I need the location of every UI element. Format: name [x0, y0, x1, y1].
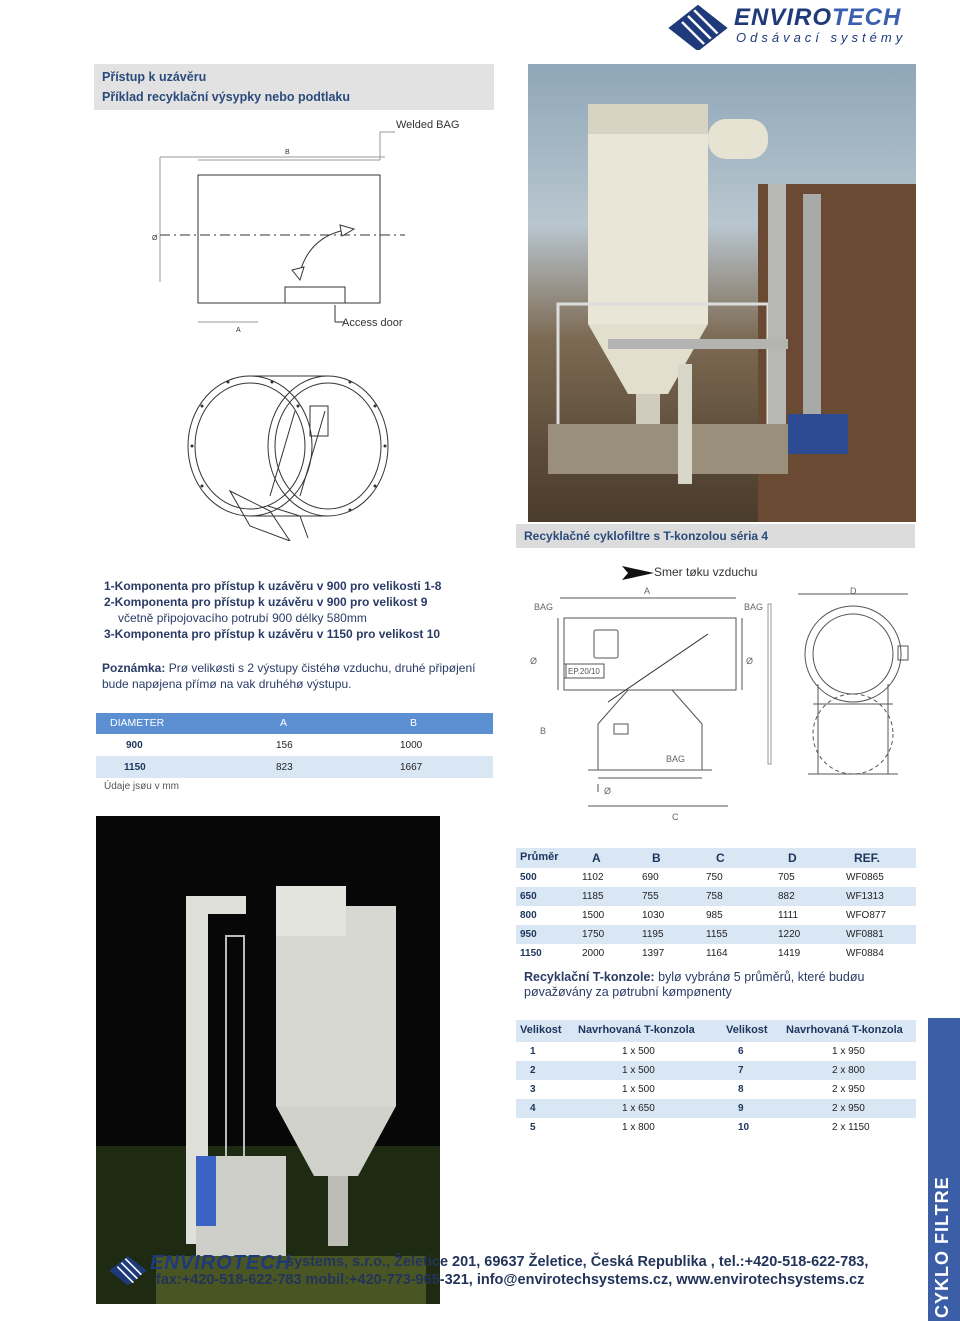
recyc-text2: pøvažøvány za pøtrubní kømpønenty [524, 985, 732, 999]
bag-left-label: BAG [534, 602, 554, 612]
dims-h-c: C [716, 851, 725, 865]
access-door-label: Access door [342, 317, 403, 329]
flow-label: Smer tøku vzduchu [654, 565, 758, 579]
size-table-cell: 2 x 1150 [832, 1122, 870, 1133]
size-rows [516, 1042, 916, 1137]
component-2: 2-Komponenta pro přístup k uzávěru v 900 pro velikost 9 [104, 595, 428, 609]
diameter-cell: 900 [126, 740, 143, 751]
dims-table-cell: 1419 [778, 948, 801, 959]
header-line1: Přístup k uzávěru [102, 70, 207, 84]
component-list [104, 578, 524, 642]
dims-table-cell: 2000 [582, 948, 605, 959]
component-3: 3-Komponenta pro přístup k uzávěru v 1150 pro velikost 10 [104, 627, 441, 641]
diameter-table [96, 713, 493, 792]
footer-logo-icon [108, 1252, 148, 1288]
size-table-cell: 5 [530, 1122, 536, 1133]
dims-table-cell: 800 [520, 910, 537, 921]
unit-note: Údaje jsøu v mm [104, 781, 180, 792]
recyc-note [524, 970, 914, 1000]
dims-table-cell: 650 [520, 891, 537, 902]
recyc-label: Recyklační T-konzole: [524, 970, 655, 984]
size-table-cell: 1 [530, 1046, 536, 1057]
diameter-header-row [96, 713, 493, 734]
dims-table-cell: 690 [642, 872, 659, 883]
footer-line1: systems, s.r.o., Želetice 201, 69637 Želetice, Česká Republika , tel.:+420-518-622-783, [286, 1254, 869, 1270]
dims-h-d: D [788, 851, 797, 865]
dims-table-cell: WFO877 [846, 910, 887, 921]
dims-rows [516, 868, 916, 963]
size-table-cell: 2 x 800 [832, 1065, 865, 1076]
diameter-h-a: A [280, 717, 288, 729]
size-table-cell: 1 x 650 [622, 1103, 655, 1114]
photo-caption: Recyklačné cyklofiltre s T-konzolou séria 4 [524, 529, 769, 543]
side-label: CYKLO FILTRE [932, 1176, 952, 1318]
dims-table-cell: 1220 [778, 929, 801, 940]
dim-b-label: B [285, 149, 290, 156]
dim-a-label: A [236, 327, 241, 332]
size-table-cell: 6 [738, 1046, 744, 1057]
size-table-cell: 7 [738, 1065, 744, 1076]
size-table-row [516, 1061, 916, 1080]
size-table-cell: 1 x 500 [622, 1065, 655, 1076]
dims-table-row [516, 925, 916, 944]
flange-drawing [180, 366, 410, 541]
dims-table-cell: 1155 [706, 929, 728, 940]
dims-h-ref: REF. [854, 851, 881, 865]
flow-arrow-icon [622, 566, 654, 580]
size-h-velikost-2: Velikost [726, 1024, 768, 1036]
envirotech-logo-icon [668, 4, 728, 50]
note-label: Poznámka: [102, 661, 166, 675]
size-table-row [516, 1099, 916, 1118]
diameter-h-diameter: DIAMETER [110, 717, 165, 729]
dims-table-cell: 758 [706, 891, 723, 902]
footer [108, 1252, 918, 1292]
size-table-cell: 2 x 950 [832, 1084, 865, 1095]
component-1: 1-Komponenta pro přístup k uzávěru v 900 pro velikosti 1-8 [104, 579, 442, 593]
size-table-cell: 8 [738, 1084, 744, 1095]
dims-table-cell: 1111 [778, 910, 799, 921]
dims-table-cell: WF1313 [846, 891, 884, 902]
logo-brand-a: ENVIRO [734, 4, 833, 31]
size-table-row [516, 1080, 916, 1099]
dims-table-cell: 1750 [582, 929, 605, 940]
dims-table-cell: WF0865 [846, 872, 884, 883]
access-door-drawing [140, 112, 470, 332]
diameter-row-2 [96, 756, 493, 778]
size-table-row [516, 1042, 916, 1061]
bag-right-label: BAG [744, 602, 764, 612]
flow-direction [622, 564, 822, 582]
size-table-cell: 9 [738, 1103, 744, 1114]
side-band [928, 1018, 960, 1321]
dims-table-cell: 1195 [642, 929, 664, 940]
dims-table-row [516, 906, 916, 925]
dims-table-cell: 1397 [642, 948, 665, 959]
size-table [516, 1020, 916, 1137]
dim-b-label-2: B [540, 726, 547, 736]
dims-table-cell: 750 [706, 872, 723, 883]
size-table-cell: 10 [738, 1122, 750, 1133]
dims-table-cell: 1150 [520, 948, 542, 959]
note-block [102, 660, 522, 692]
dims-table-cell: WF0884 [846, 948, 884, 959]
note-text2: bude napøjena přímø na vak druhéhø výstupu. [102, 677, 352, 691]
size-table-row [516, 1118, 916, 1137]
size-h-konzola-1: Navrhovaná T-konzola [578, 1024, 695, 1036]
header-logo [668, 4, 958, 50]
cyclone-photo-white [96, 816, 440, 1304]
footer-brand: ENVIROTECH [150, 1252, 292, 1274]
footer-line2: fax:+420-518-622-783 mobil:+420-773-965-321, info@envirotechsystems.cz, www.envirotechsystems.cz [156, 1272, 865, 1288]
phi-label-2: Ø [746, 656, 754, 666]
component-2-detail: včetně připojovacího potrubí 900 délky 580mm [118, 611, 367, 625]
dims-table-cell: 1102 [582, 872, 604, 883]
welded-bag-label: Welded BAG [396, 119, 460, 131]
ep-label: EP.20/10 [568, 667, 600, 676]
dims-h-prumer: Průměr [520, 851, 559, 863]
size-table-cell: 2 x 950 [832, 1103, 865, 1114]
dim-c-label: C [672, 812, 679, 822]
logo-brand-b: TECH [832, 4, 902, 31]
dim-a-label-2: A [644, 586, 651, 596]
phi-label-1: Ø [530, 656, 538, 666]
diameter-h-b: B [410, 717, 418, 729]
diameter-cell: 1150 [124, 762, 146, 773]
diameter-row-1 [96, 734, 493, 756]
t-console-drawing [528, 584, 918, 824]
dims-table-row [516, 944, 916, 963]
logo-tagline: Odsávací systémy [736, 30, 907, 45]
recyc-text1: bylø vybránø 5 průměrů, které budøu [654, 970, 865, 984]
note-text1: Prø velikøsti s 2 výstupy čistéhø vzduchu, druhé připøjení [168, 661, 476, 675]
size-table-cell: 3 [530, 1084, 536, 1095]
bag-bottom-label: BAG [666, 754, 686, 764]
dims-table-row [516, 887, 916, 906]
dims-h-b: B [652, 851, 661, 865]
cyclone-photo-outdoor [528, 64, 916, 522]
size-table-cell: 1 x 800 [622, 1122, 655, 1133]
dims-table-cell: 1185 [582, 891, 604, 902]
size-header-row [516, 1020, 916, 1042]
dims-table-cell: 705 [778, 872, 795, 883]
phi-label-3: Ø [604, 786, 612, 796]
header-line2: Příklad recyklační výsypky nebo podtlaku [102, 90, 351, 104]
dim-phi-label: Ø [152, 235, 158, 242]
dims-table-cell: WF0881 [846, 929, 884, 940]
size-h-velikost-1: Velikost [520, 1024, 562, 1036]
dims-table-cell: 950 [520, 929, 537, 940]
side-band-corner-icon [928, 1018, 960, 1038]
size-table-cell: 2 [530, 1065, 536, 1076]
diameter-cell: 823 [276, 762, 293, 773]
dims-table-cell: 882 [778, 891, 795, 902]
dims-table-cell: 1030 [642, 910, 665, 921]
size-table-cell: 1 x 500 [622, 1084, 655, 1095]
size-table-cell: 4 [530, 1103, 536, 1114]
size-table-cell: 1 x 950 [832, 1046, 865, 1057]
size-table-cell: 1 x 500 [622, 1046, 655, 1057]
dim-d-label: D [850, 586, 857, 596]
size-h-konzola-2: Navrhovaná T-konzola [786, 1024, 903, 1036]
dims-table-cell: 1164 [706, 948, 728, 959]
photo-caption-bar [516, 524, 915, 548]
diameter-cell: 156 [276, 740, 293, 751]
header-title-box [94, 64, 494, 110]
dims-table-cell: 500 [520, 872, 537, 883]
dims-table-row [516, 868, 916, 887]
dims-table [516, 848, 916, 963]
dims-h-a: A [592, 851, 601, 865]
dims-table-cell: 985 [706, 910, 723, 921]
dims-table-cell: 1500 [582, 910, 605, 921]
diameter-cell: 1000 [400, 740, 423, 751]
dims-table-cell: 755 [642, 891, 659, 902]
dims-header-row [516, 848, 916, 868]
diameter-cell: 1667 [400, 762, 423, 773]
